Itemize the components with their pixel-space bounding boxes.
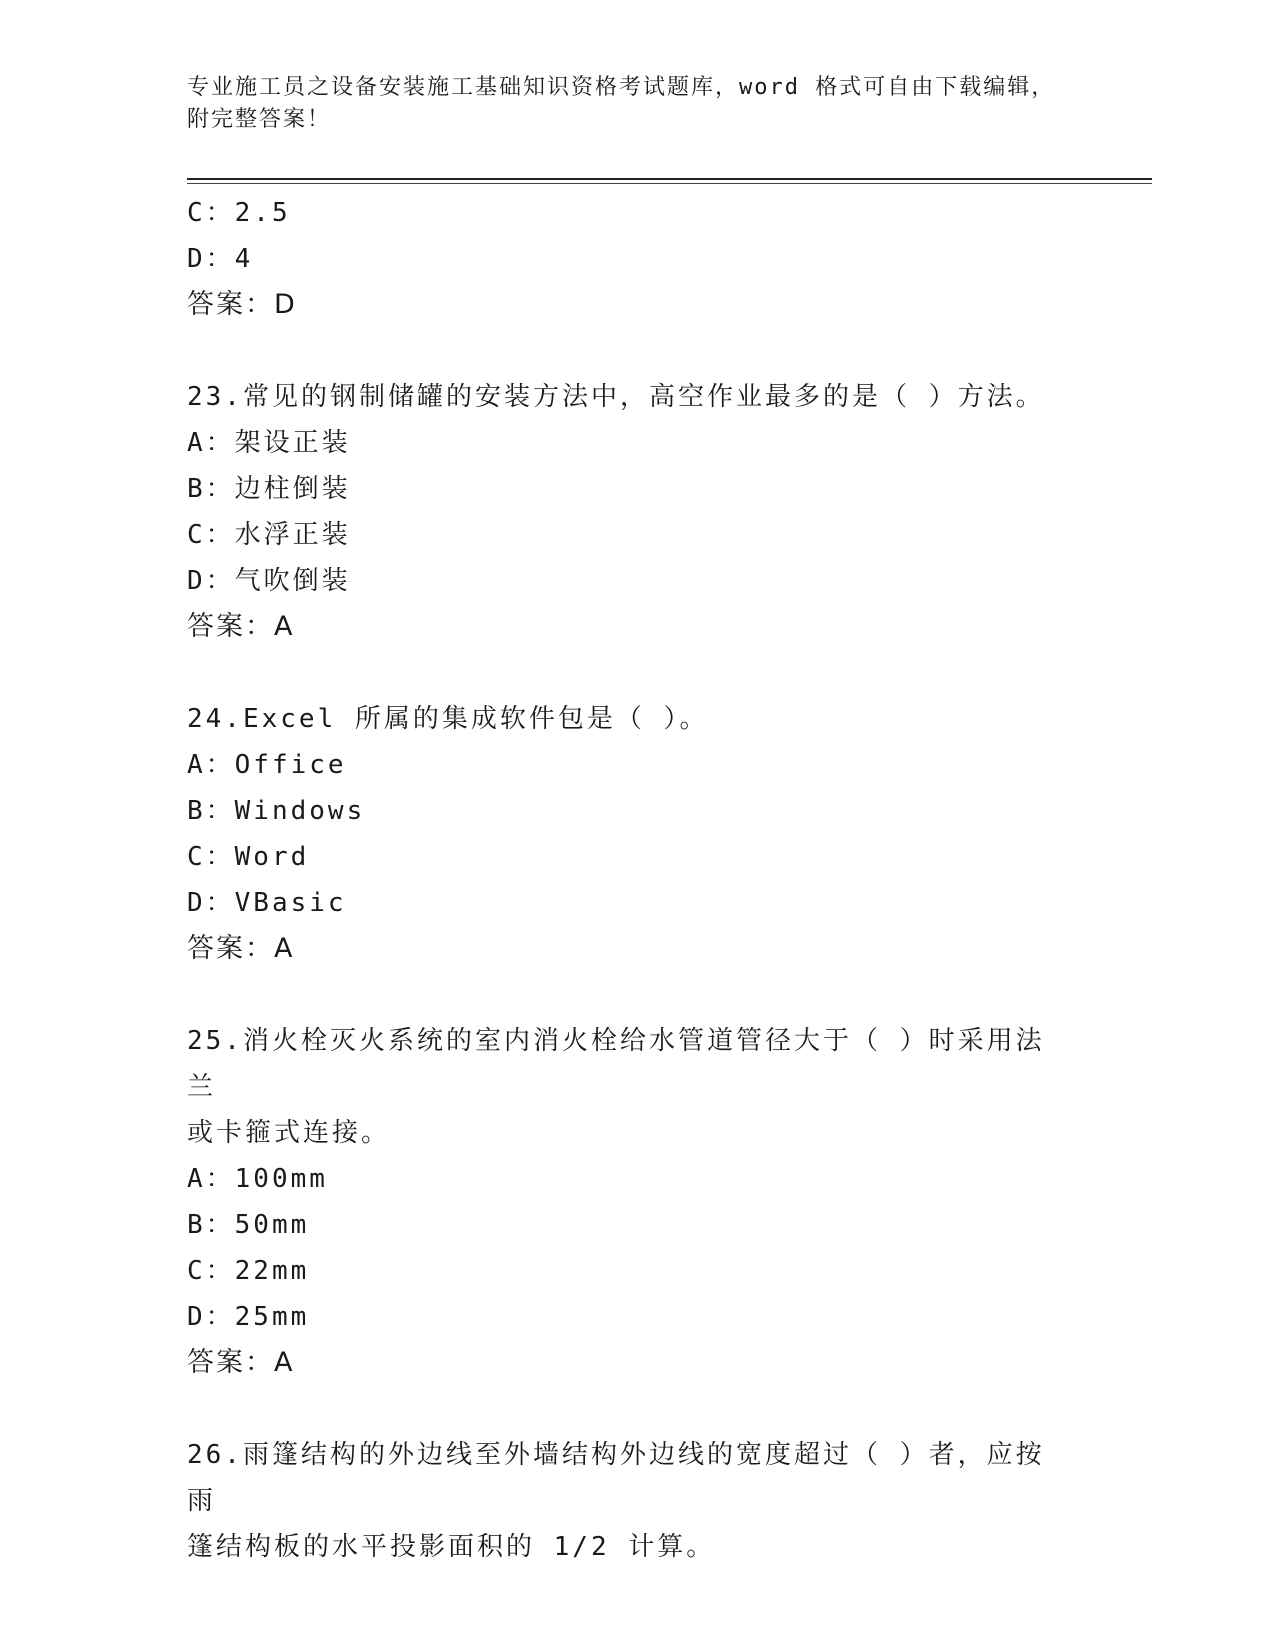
- spacer: [187, 1386, 1087, 1432]
- header-line-1: 专业施工员之设备安装施工基础知识资格考试题库，word 格式可自由下载编辑，: [187, 75, 1056, 100]
- answer-line: 答案：A: [187, 611, 295, 642]
- option-d: D：VBasic: [187, 888, 347, 918]
- option-d: D：4: [187, 244, 254, 274]
- spacer: [187, 972, 1087, 1018]
- option-a: A：Office: [187, 750, 347, 780]
- answer-line: 答案：D: [187, 289, 297, 320]
- header-divider-thin: [187, 183, 1152, 184]
- question-stem: 24.Excel 所属的集成软件包是（ ）。: [187, 704, 709, 734]
- question-stem-continued: 或卡箍式连接。: [187, 1118, 391, 1148]
- question-stem-continued: 篷结构板的水平投影面积的 1/2 计算。: [187, 1532, 716, 1562]
- question-stem: 26.雨篷结构的外边线至外墙结构外边线的宽度超过（ ）者，应按雨: [187, 1440, 1045, 1516]
- header-divider-thick: [187, 178, 1152, 180]
- option-c: C：22mm: [187, 1256, 310, 1286]
- question-stem: 23.常见的钢制储罐的安装方法中，高空作业最多的是（ ）方法。: [187, 382, 1045, 412]
- document-header: [187, 72, 1087, 136]
- header-line-2: 附完整答案！: [187, 107, 332, 132]
- option-b: B：50mm: [187, 1210, 310, 1240]
- spacer: [187, 328, 1087, 374]
- option-a: A：100mm: [187, 1164, 328, 1194]
- option-c: C：Word: [187, 842, 310, 872]
- option-c: C：2.5: [187, 198, 291, 228]
- question-list: [187, 190, 1087, 1570]
- spacer: [187, 650, 1087, 696]
- option-c: C：水浮正装: [187, 520, 351, 550]
- question-stem: 25.消火栓灭火系统的室内消火栓给水管道管径大于（ ）时采用法兰: [187, 1026, 1045, 1102]
- option-b: B：Windows: [187, 796, 366, 826]
- option-d: D：气吹倒装: [187, 566, 351, 596]
- option-b: B：边柱倒装: [187, 474, 351, 504]
- answer-line: 答案：A: [187, 1347, 295, 1378]
- answer-line: 答案：A: [187, 933, 295, 964]
- option-d: D：25mm: [187, 1302, 310, 1332]
- option-a: A：架设正装: [187, 428, 351, 458]
